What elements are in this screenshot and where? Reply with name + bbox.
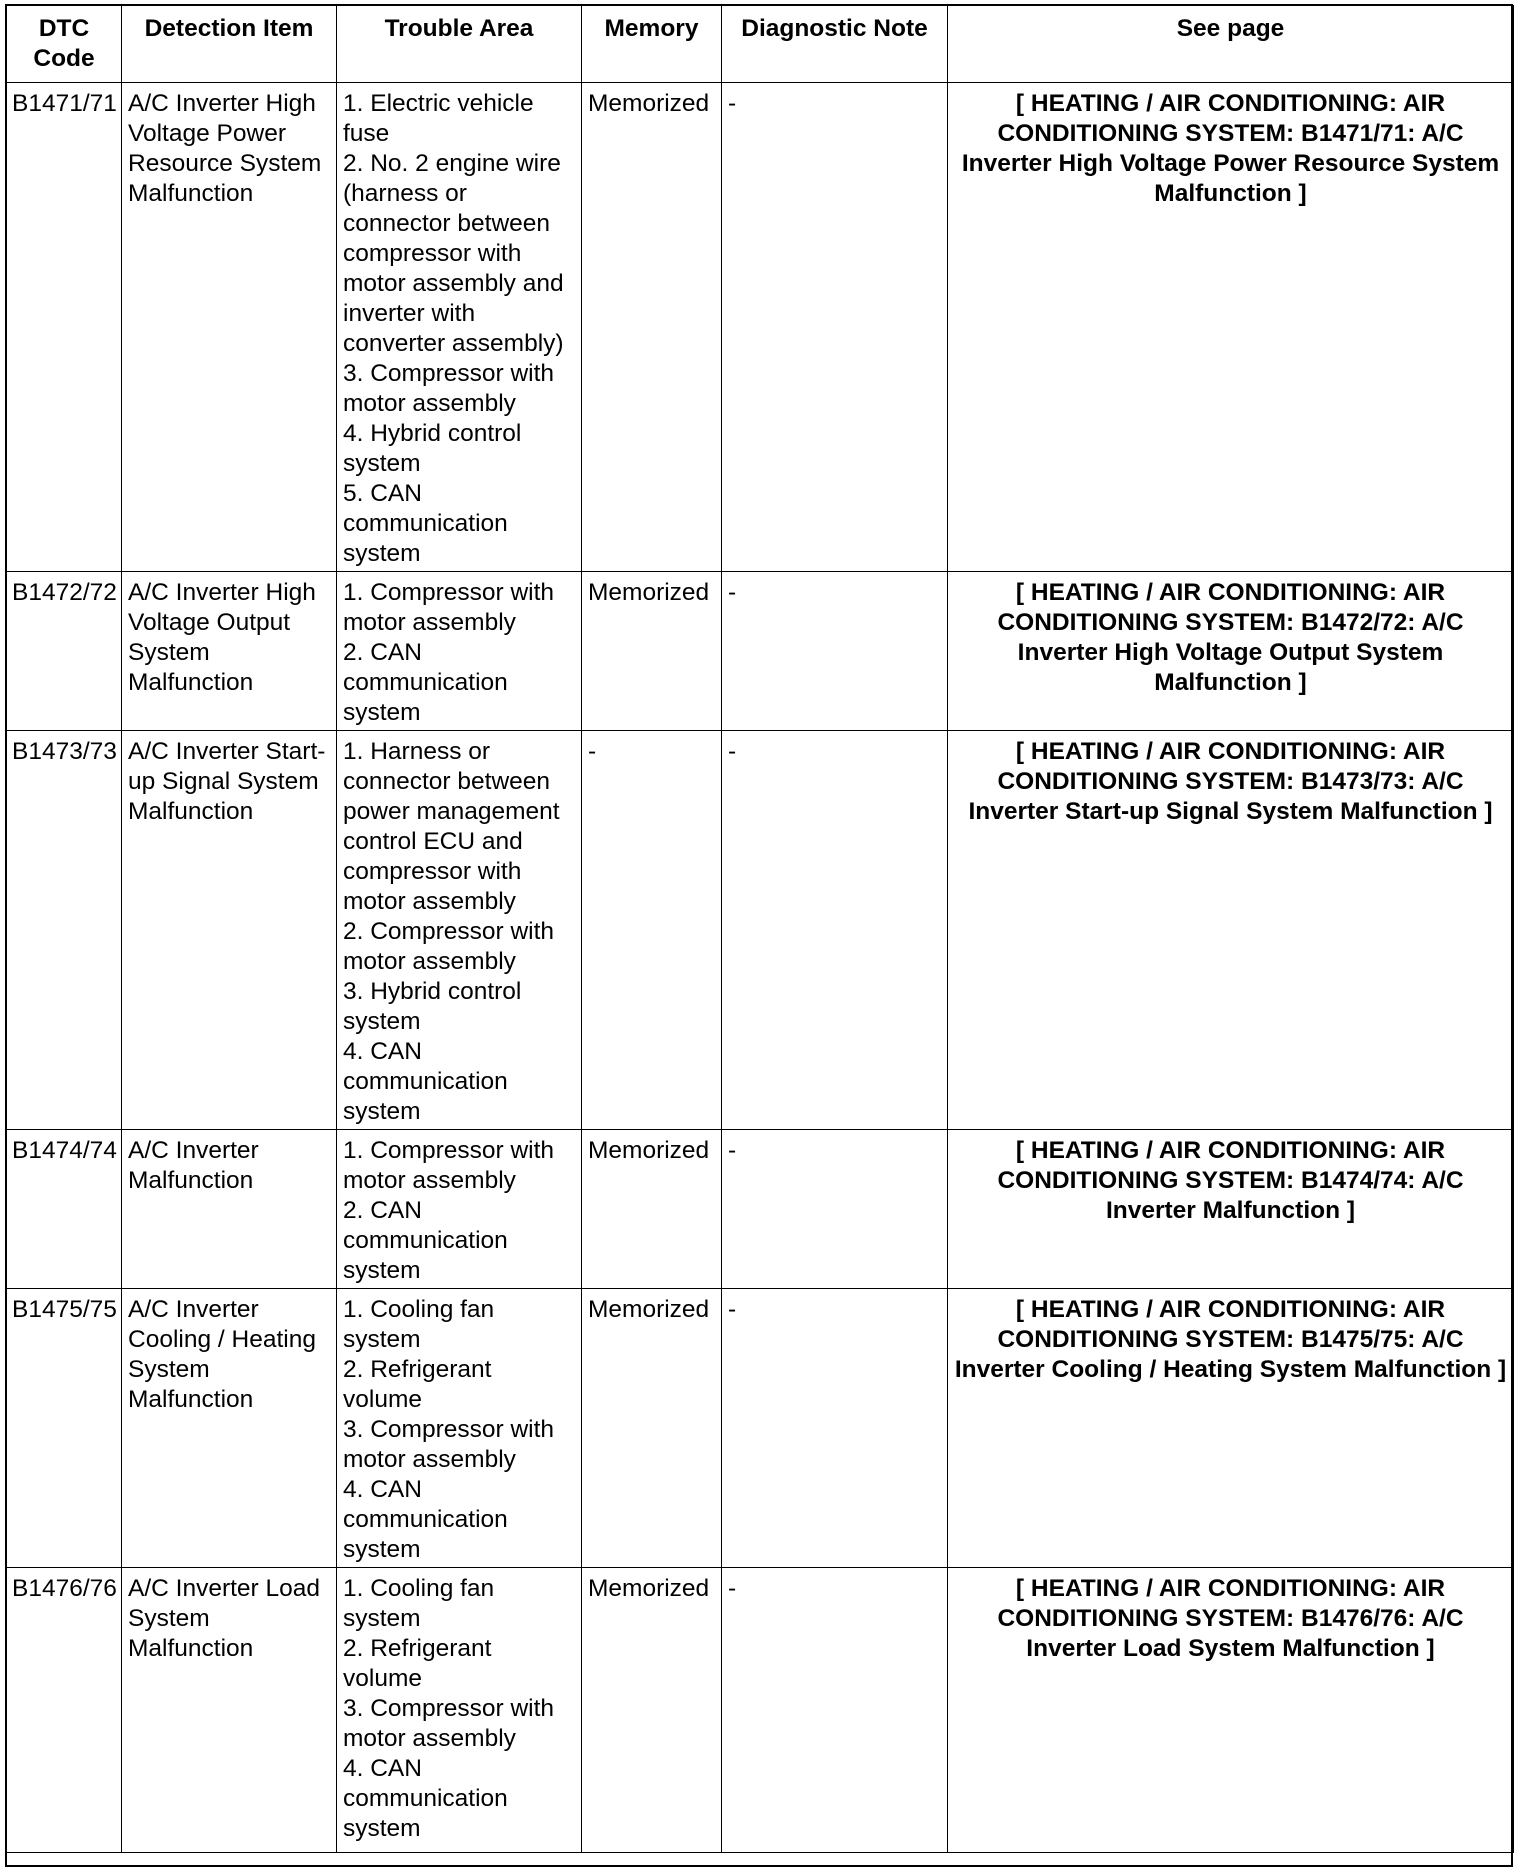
header-dtc-code: DTC Code <box>7 6 122 83</box>
trouble-area-line: 2. Refrigerant volume <box>343 1356 492 1413</box>
trouble-area-line: 4. Hybrid control system <box>343 420 522 477</box>
dtc-code-cell: B1476/76 <box>7 1568 122 1853</box>
trouble-area-line: 4. CAN communication system <box>343 1476 508 1563</box>
see-page-link[interactable]: [ HEATING / AIR CONDITIONING: AIR CONDITIONING SYSTEM: B1475/75: A/C Inverter Cooling / Heating System Malfunction ] <box>948 1289 1514 1568</box>
trouble-area-line: 4. CAN communication system <box>343 1755 508 1842</box>
header-memory: Memory <box>582 6 722 83</box>
trouble-area-line: 5. CAN communication system <box>343 480 508 567</box>
trouble-area-line: 2. Compressor with motor assembly <box>343 918 555 975</box>
trouble-area-line: 1. Cooling fan system <box>343 1296 495 1353</box>
diagnostic-note-cell: - <box>722 731 948 1130</box>
trouble-area-line: 2. CAN communication system <box>343 1197 508 1284</box>
diagnostic-note-cell: - <box>722 83 948 572</box>
table-body <box>7 83 1514 1853</box>
trouble-area-cell <box>337 83 582 572</box>
table-row <box>7 572 1514 731</box>
trouble-area-line: 3. Compressor with motor assembly <box>343 1695 555 1752</box>
detection-item-cell: A/C Inverter Load System Malfunction <box>122 1568 337 1853</box>
dtc-table <box>6 5 1514 1853</box>
trouble-area-cell <box>337 572 582 731</box>
trouble-area-line: 1. Cooling fan system <box>343 1575 495 1632</box>
trouble-area-line: 3. Compressor with motor assembly <box>343 1416 555 1473</box>
trouble-area-cell <box>337 1289 582 1568</box>
dtc-code-cell: B1474/74 <box>7 1130 122 1289</box>
trouble-area-line: 1. Electric vehicle fuse <box>343 90 534 147</box>
diagnostic-note-cell: - <box>722 572 948 731</box>
detection-item-cell: A/C Inverter High Voltage Output System Malfunction <box>122 572 337 731</box>
header-see-page: See page <box>948 6 1514 83</box>
memory-cell: Memorized <box>582 1568 722 1853</box>
table-row <box>7 83 1514 572</box>
trouble-area-cell <box>337 1568 582 1853</box>
trouble-area-line: 2. No. 2 engine wire (harness or connector between compressor with motor assembly and inverter with converter assembly) <box>343 150 564 357</box>
trouble-area-line: 2. Refrigerant volume <box>343 1635 492 1692</box>
header-trouble-area: Trouble Area <box>337 6 582 83</box>
trouble-area-line: 1. Compressor with motor assembly <box>343 579 555 636</box>
detection-item-cell: A/C Inverter High Voltage Power Resource System Malfunction <box>122 83 337 572</box>
table-header <box>7 6 1514 83</box>
diagnostic-note-cell: - <box>722 1289 948 1568</box>
detection-item-cell: A/C Inverter Cooling / Heating System Malfunction <box>122 1289 337 1568</box>
header-diagnostic-note: Diagnostic Note <box>722 6 948 83</box>
dtc-code-cell: B1473/73 <box>7 731 122 1130</box>
see-page-link[interactable]: [ HEATING / AIR CONDITIONING: AIR CONDITIONING SYSTEM: B1476/76: A/C Inverter Load System Malfunction ] <box>948 1568 1514 1853</box>
trouble-area-line: 3. Compressor with motor assembly <box>343 360 555 417</box>
see-page-link[interactable]: [ HEATING / AIR CONDITIONING: AIR CONDITIONING SYSTEM: B1471/71: A/C Inverter High Voltage Power Resource System Malfunction ] <box>948 83 1514 572</box>
detection-item-cell: A/C Inverter Malfunction <box>122 1130 337 1289</box>
trouble-area-line: 4. CAN communication system <box>343 1038 508 1125</box>
dtc-code-cell: B1471/71 <box>7 83 122 572</box>
see-page-link[interactable]: [ HEATING / AIR CONDITIONING: AIR CONDITIONING SYSTEM: B1474/74: A/C Inverter Malfunction ] <box>948 1130 1514 1289</box>
see-page-link[interactable]: [ HEATING / AIR CONDITIONING: AIR CONDITIONING SYSTEM: B1472/72: A/C Inverter High Voltage Output System Malfunction ] <box>948 572 1514 731</box>
table-row <box>7 1130 1514 1289</box>
trouble-area-cell <box>337 731 582 1130</box>
memory-cell: Memorized <box>582 1130 722 1289</box>
trouble-area-cell <box>337 1130 582 1289</box>
header-detection-item: Detection Item <box>122 6 337 83</box>
memory-cell: Memorized <box>582 83 722 572</box>
dtc-code-cell: B1475/75 <box>7 1289 122 1568</box>
trouble-area-line: 1. Harness or connector between power management control ECU and compressor with motor assembly <box>343 738 560 915</box>
detection-item-cell: A/C Inverter Start-up Signal System Malfunction <box>122 731 337 1130</box>
memory-cell: Memorized <box>582 572 722 731</box>
trouble-area-line: 3. Hybrid control system <box>343 978 522 1035</box>
dtc-code-cell: B1472/72 <box>7 572 122 731</box>
header-row <box>7 6 1514 83</box>
memory-cell: - <box>582 731 722 1130</box>
diagnostic-note-cell: - <box>722 1130 948 1289</box>
table-row <box>7 731 1514 1130</box>
trouble-area-line: 1. Compressor with motor assembly <box>343 1137 555 1194</box>
see-page-link[interactable]: [ HEATING / AIR CONDITIONING: AIR CONDITIONING SYSTEM: B1473/73: A/C Inverter Start-up Signal System Malfunction ] <box>948 731 1514 1130</box>
table-row <box>7 1568 1514 1853</box>
diagnostic-note-cell: - <box>722 1568 948 1853</box>
trouble-area-line: 2. CAN communication system <box>343 639 508 726</box>
table-row <box>7 1289 1514 1568</box>
memory-cell: Memorized <box>582 1289 722 1568</box>
